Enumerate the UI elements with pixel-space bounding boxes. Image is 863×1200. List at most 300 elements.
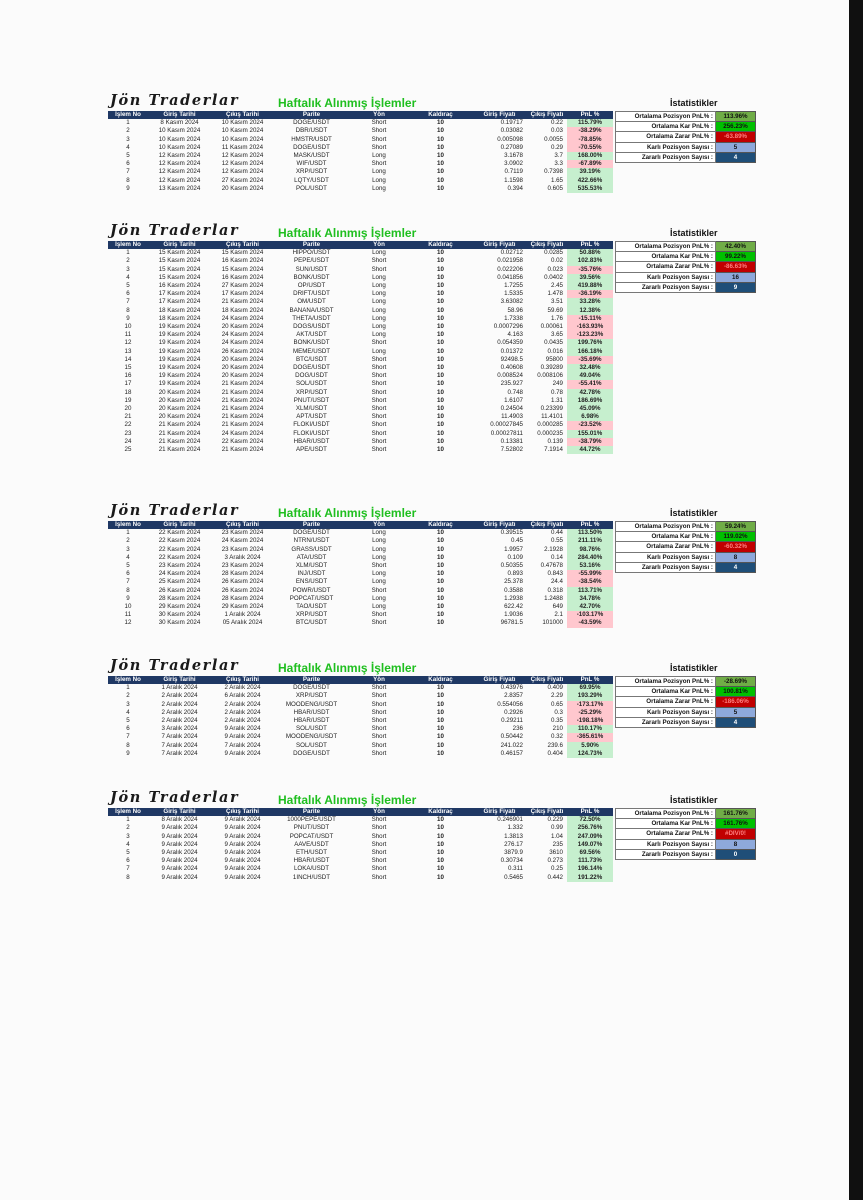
cell: 10	[437, 537, 444, 545]
cell: 21 Kasım 2024	[158, 429, 201, 437]
cell: OM/USDT	[297, 298, 326, 306]
cell: 10	[437, 553, 444, 561]
cell: 14	[124, 355, 132, 363]
cell: 0.273	[547, 857, 563, 865]
cell: 10	[437, 619, 444, 627]
cell: 10	[437, 700, 444, 708]
cell: 0.22	[550, 119, 563, 127]
cell: 2 Aralık 2024	[224, 708, 261, 716]
stat-row	[616, 562, 756, 572]
table-row	[108, 339, 613, 347]
cell: 124.73%	[567, 750, 613, 758]
table-row	[108, 603, 613, 611]
stat-row	[616, 252, 756, 262]
table-row	[108, 701, 613, 709]
cell: 191.22%	[567, 874, 613, 882]
cell: 3.3	[554, 160, 563, 168]
cell: FLOKI/USDT	[293, 429, 330, 437]
column-header: Giriş Tarihi	[148, 676, 211, 684]
stats-table	[615, 521, 756, 573]
stat-label: Ortalama Kar PnL% :	[616, 687, 716, 697]
column-header: İşlem No	[108, 111, 148, 119]
cell: PNUT/USDT	[293, 824, 330, 832]
stat-row	[616, 142, 756, 152]
cell: 256.76%	[567, 824, 613, 832]
cell: 0.000285	[537, 421, 563, 429]
stat-label: Karlı Pozisyon Sayısı :	[616, 707, 716, 717]
cell: 24	[124, 437, 132, 445]
cell: 0.00027845	[490, 421, 523, 429]
cell: 18	[124, 388, 132, 396]
cell: 24 Kasım 2024	[221, 429, 264, 437]
cell: 15 Kasım 2024	[158, 257, 201, 265]
cell: 10	[437, 840, 444, 848]
cell: 28 Kasım 2024	[158, 594, 201, 602]
cell: 24 Kasım 2024	[221, 339, 264, 347]
cell: 20 Kasım 2024	[158, 396, 201, 404]
cell: 16 Kasım 2024	[221, 257, 264, 265]
cell: 19 Kasım 2024	[158, 339, 201, 347]
cell: 10 Kasım 2024	[221, 135, 264, 143]
table-row	[108, 841, 613, 849]
cell: 113.71%	[567, 587, 613, 595]
cell: 1	[126, 119, 130, 127]
cell: 22 Kasım 2024	[158, 545, 201, 553]
column-header: PnL %	[567, 521, 613, 529]
cell: Long	[372, 603, 386, 611]
cell: 98.76%	[567, 546, 613, 554]
column-header: Çıkış Fiyatı	[527, 521, 567, 529]
column-header: Çıkış Tarihi	[211, 241, 274, 249]
trades-table	[108, 241, 613, 454]
cell: Short	[371, 684, 387, 692]
cell: 0.311	[507, 865, 523, 873]
cell: Long	[372, 331, 386, 339]
cell: Short	[371, 725, 387, 733]
cell: 10	[437, 119, 444, 127]
cell: HBAR/USDT	[293, 717, 330, 725]
cell: 2.1	[554, 611, 563, 619]
column-header: Parite	[274, 521, 349, 529]
column-header: Yön	[349, 676, 409, 684]
stat-value: -60.32%	[716, 542, 756, 552]
cell: 10 Kasım 2024	[221, 127, 264, 135]
cell: 0.893	[507, 570, 523, 578]
cell: 1.332	[507, 824, 523, 832]
cell: BONK/USDT	[293, 339, 330, 347]
column-header: Yön	[349, 111, 409, 119]
table-row	[108, 619, 613, 627]
cell: 196.14%	[567, 865, 613, 873]
cell: 7	[126, 298, 130, 306]
cell: 19	[124, 396, 132, 404]
cell: 0.2926	[504, 708, 523, 716]
cell: 42.78%	[567, 389, 613, 397]
cell: -123.23%	[567, 331, 613, 339]
stat-value: 16	[716, 272, 756, 282]
cell: Short	[371, 619, 387, 627]
cell: 0.30734	[500, 857, 523, 865]
cell: 20 Kasım 2024	[221, 184, 264, 192]
table-row	[108, 430, 613, 438]
stat-value: 4	[716, 562, 756, 572]
cell: 33.28%	[567, 298, 613, 306]
cell: -43.59%	[567, 619, 613, 627]
cell: 10	[437, 152, 444, 160]
cell: 23 Kasım 2024	[221, 562, 264, 570]
cell: 10	[437, 184, 444, 192]
cell: 0.01372	[500, 347, 523, 355]
brand-logo: Jön Traderlar	[110, 657, 240, 674]
cell: 9 Aralık 2024	[161, 832, 198, 840]
cell: 0.0285	[544, 249, 563, 257]
cell: 10	[437, 257, 444, 265]
cell: Short	[371, 749, 387, 757]
cell: 1.76	[550, 314, 563, 322]
cell: Long	[372, 347, 386, 355]
table-row	[108, 389, 613, 397]
cell: 10	[437, 168, 444, 176]
cell: 24 Kasım 2024	[221, 537, 264, 545]
cell: 5	[126, 282, 130, 290]
cell: LOKA/USDT	[293, 865, 330, 873]
weekly-title: Haftalık Alınmış İşlemler	[278, 506, 417, 520]
cell: THETA/USDT	[292, 314, 331, 322]
cell: -38.79%	[567, 438, 613, 446]
header-row	[108, 521, 613, 529]
cell: 10	[437, 127, 444, 135]
cell: 6	[126, 290, 130, 298]
cell: DOGS/USDT	[293, 323, 330, 331]
cell: 8	[126, 873, 130, 881]
cell: 0.442	[547, 873, 563, 881]
cell: 10	[437, 314, 444, 322]
cell: Long	[372, 570, 386, 578]
cell: -23.52%	[567, 421, 613, 429]
stat-row	[616, 552, 756, 562]
stats-title: İstatistikler	[670, 663, 718, 673]
cell: 3.51	[550, 298, 563, 306]
cell: 10	[437, 282, 444, 290]
cell: 7.1914	[544, 446, 563, 454]
stat-label: Ortalama Zarar PnL% :	[616, 262, 716, 272]
stat-value: 5	[716, 707, 756, 717]
stats-title: İstatistikler	[670, 98, 718, 108]
cell: 32.48%	[567, 364, 613, 372]
cell: 4	[126, 273, 130, 281]
cell: 0.23399	[540, 405, 563, 413]
cell: 241.022	[500, 741, 523, 749]
cell: 21 Kasım 2024	[221, 396, 264, 404]
stat-row	[616, 809, 756, 819]
cell: 30 Kasım 2024	[158, 611, 201, 619]
stat-value: 4	[716, 717, 756, 727]
cell: 30 Kasım 2024	[158, 619, 201, 627]
cell: 26 Kasım 2024	[221, 586, 264, 594]
cell: 58.96	[507, 306, 523, 314]
cell: 0.3588	[504, 586, 523, 594]
cell: 1000PEPE/USDT	[287, 816, 336, 824]
stat-label: Zararlı Pozisyon Sayısı :	[616, 282, 716, 292]
cell: 7 Aralık 2024	[224, 741, 261, 749]
trades-table	[108, 808, 613, 882]
column-header: Çıkış Fiyatı	[527, 111, 567, 119]
cell: AKT/USDT	[296, 331, 327, 339]
column-header: Giriş Fiyatı	[472, 676, 527, 684]
cell: 22	[124, 421, 132, 429]
column-header: İşlem No	[108, 241, 148, 249]
cell: 8 Aralık 2024	[161, 816, 198, 824]
table-row	[108, 136, 613, 144]
cell: 10	[437, 832, 444, 840]
cell: Long	[372, 323, 386, 331]
cell: 9 Aralık 2024	[161, 840, 198, 848]
cell: 9	[126, 749, 130, 757]
cell: 4	[126, 708, 130, 716]
table-row	[108, 742, 613, 750]
column-header: Kaldıraç	[409, 521, 472, 529]
cell: 10	[437, 331, 444, 339]
cell: 10 Kasım 2024	[158, 143, 201, 151]
cell: Long	[372, 578, 386, 586]
cell: 4	[126, 143, 130, 151]
column-header: Giriş Fiyatı	[472, 241, 527, 249]
cell: 0.00027811	[490, 429, 523, 437]
cell: 12 Kasım 2024	[221, 152, 264, 160]
cell: 0.7398	[544, 168, 563, 176]
cell: 20 Kasım 2024	[158, 388, 201, 396]
cell: 0.19717	[500, 119, 523, 127]
stat-value: 113.96%	[716, 112, 756, 122]
cell: 15 Kasım 2024	[158, 273, 201, 281]
cell: 12	[124, 339, 132, 347]
cell: 10	[437, 298, 444, 306]
cell: 10	[437, 570, 444, 578]
cell: 0.409	[547, 684, 563, 692]
stat-value: 161.76%	[716, 809, 756, 819]
cell: 34.78%	[567, 595, 613, 603]
cell: 6	[126, 570, 130, 578]
cell: 1.1598	[504, 176, 523, 184]
cell: 0.005098	[497, 135, 523, 143]
column-header: Yön	[349, 521, 409, 529]
cell: 0.50355	[500, 562, 523, 570]
cell: Short	[371, 700, 387, 708]
cell: 2	[126, 824, 130, 832]
cell: 72.50%	[567, 816, 613, 824]
table-row	[108, 537, 613, 545]
cell: -163.93%	[567, 323, 613, 331]
cell: SOL/USDT	[296, 380, 327, 388]
table-row	[108, 824, 613, 832]
cell: 276.17	[504, 840, 523, 848]
cell: 12 Kasım 2024	[158, 152, 201, 160]
cell: 19 Kasım 2024	[158, 331, 201, 339]
column-header: Parite	[274, 241, 349, 249]
stat-row	[616, 242, 756, 252]
cell: -35.76%	[567, 266, 613, 274]
cell: 8 Kasım 2024	[160, 119, 199, 127]
cell: XRP/USDT	[295, 611, 328, 619]
cell: 9	[126, 314, 130, 322]
cell: 12 Kasım 2024	[158, 168, 201, 176]
cell: 9 Aralık 2024	[224, 832, 261, 840]
cell: ENS/USDT	[295, 578, 328, 586]
stat-row	[616, 262, 756, 272]
cell: 3.7	[554, 152, 563, 160]
cell: 20 Kasım 2024	[158, 405, 201, 413]
cell: 10	[437, 824, 444, 832]
cell: XLM/USDT	[295, 562, 328, 570]
cell: 10	[437, 816, 444, 824]
brand-logo: Jön Traderlar	[110, 789, 240, 806]
stats-table	[615, 111, 756, 163]
stat-label: Zararlı Pozisyon Sayısı :	[616, 717, 716, 727]
cell: DOGE/USDT	[293, 143, 330, 151]
cell: 10	[437, 586, 444, 594]
table-row	[108, 127, 613, 135]
cell: 7 Aralık 2024	[161, 749, 198, 757]
cell: 69.56%	[567, 849, 613, 857]
cell: 155.01%	[567, 430, 613, 438]
cell: 27 Kasım 2024	[221, 176, 264, 184]
stats-table	[615, 676, 756, 728]
cell: 3 Aralık 2024	[161, 725, 198, 733]
table-row	[108, 570, 613, 578]
cell: 0.5465	[504, 873, 523, 881]
cell: 10	[437, 364, 444, 372]
cell: 10	[437, 388, 444, 396]
table-row	[108, 717, 613, 725]
stat-row	[616, 677, 756, 687]
cell: 422.66%	[567, 177, 613, 185]
trades-table	[108, 521, 613, 628]
cell: 0.554056	[497, 700, 523, 708]
cell: 0.24504	[500, 405, 523, 413]
cell: 199.76%	[567, 339, 613, 347]
cell: SUN/USDT	[295, 265, 328, 273]
cell: 5	[126, 152, 130, 160]
cell: Long	[372, 529, 386, 537]
cell: 0.27089	[500, 143, 523, 151]
column-header: Yön	[349, 241, 409, 249]
weekly-title: Haftalık Alınmış İşlemler	[278, 96, 417, 110]
cell: SOL/USDT	[296, 741, 327, 749]
cell: 0.7119	[504, 168, 523, 176]
cell: 69.95%	[567, 684, 613, 692]
column-header: Çıkış Tarihi	[211, 111, 274, 119]
cell: 17 Kasım 2024	[158, 298, 201, 306]
cell: 21 Kasım 2024	[158, 421, 201, 429]
cell: 96781.5	[500, 619, 523, 627]
table-row	[108, 298, 613, 306]
cell: 3.0902	[504, 160, 523, 168]
cell: Long	[372, 168, 386, 176]
cell: 535.53%	[567, 185, 613, 193]
cell: 10	[124, 603, 132, 611]
cell: 102.83%	[567, 257, 613, 265]
stat-label: Ortalama Zarar PnL% :	[616, 829, 716, 839]
stat-row	[616, 272, 756, 282]
stat-row	[616, 152, 756, 162]
cell: 11	[124, 331, 132, 339]
cell: 2.45	[550, 282, 563, 290]
cell: Short	[371, 119, 387, 127]
cell: APT/USDT	[296, 413, 327, 421]
column-header: Çıkış Tarihi	[211, 676, 274, 684]
cell: 1.9957	[504, 545, 523, 553]
cell: 3.1678	[504, 152, 523, 160]
cell: 1	[126, 816, 130, 824]
cell: MEME/USDT	[292, 347, 331, 355]
table-row	[108, 833, 613, 841]
cell: Short	[371, 562, 387, 570]
cell: Short	[371, 586, 387, 594]
column-header: Kaldıraç	[409, 241, 472, 249]
cell: 10	[437, 323, 444, 331]
cell: 10	[437, 611, 444, 619]
cell: 10	[437, 849, 444, 857]
cell: 0.229	[547, 816, 563, 824]
cell: BANANA/USDT	[289, 306, 334, 314]
cell: 12 Kasım 2024	[221, 160, 264, 168]
stat-value: -63.89%	[716, 132, 756, 142]
cell: 19 Kasım 2024	[158, 380, 201, 388]
cell: 0.02	[550, 257, 563, 265]
cell: 1.7255	[504, 282, 523, 290]
column-header: PnL %	[567, 808, 613, 816]
cell: 26 Kasım 2024	[158, 586, 201, 594]
cell: 0.0007296	[493, 323, 523, 331]
cell: 7	[126, 865, 130, 873]
cell: 10	[437, 135, 444, 143]
cell: 1INCH/USDT	[292, 873, 331, 881]
cell: 186.69%	[567, 397, 613, 405]
stat-value: 9	[716, 282, 756, 292]
cell: 10	[437, 733, 444, 741]
cell: 9 Aralık 2024	[161, 857, 198, 865]
cell: 1 Aralık 2024	[224, 611, 261, 619]
cell: Short	[371, 832, 387, 840]
cell: 10	[437, 578, 444, 586]
cell: 20 Kasım 2024	[221, 364, 264, 372]
cell: 12 Kasım 2024	[158, 160, 201, 168]
stat-label: Ortalama Kar PnL% :	[616, 252, 716, 262]
cell: 111.73%	[567, 857, 613, 865]
cell: 0.43976	[500, 684, 523, 692]
cell: 0.55	[550, 537, 563, 545]
cell: 2.8357	[504, 692, 523, 700]
cell: 15 Kasım 2024	[158, 249, 201, 257]
cell: 10	[437, 865, 444, 873]
cell: 21 Kasım 2024	[221, 380, 264, 388]
cell: 45.09%	[567, 405, 613, 413]
brand-logo: Jön Traderlar	[110, 222, 240, 239]
cell: 10	[437, 684, 444, 692]
table-row	[108, 529, 613, 537]
cell: DOGE/USDT	[293, 529, 330, 537]
cell: 17	[124, 380, 132, 388]
cell: 19 Kasım 2024	[158, 355, 201, 363]
cell: 9 Aralık 2024	[224, 824, 261, 832]
table-row	[108, 413, 613, 421]
cell: Short	[371, 143, 387, 151]
column-header: İşlem No	[108, 521, 148, 529]
stat-label: Karlı Pozisyon Sayısı :	[616, 142, 716, 152]
table-row	[108, 290, 613, 298]
cell: 2	[126, 257, 130, 265]
column-header: Çıkış Fiyatı	[527, 676, 567, 684]
